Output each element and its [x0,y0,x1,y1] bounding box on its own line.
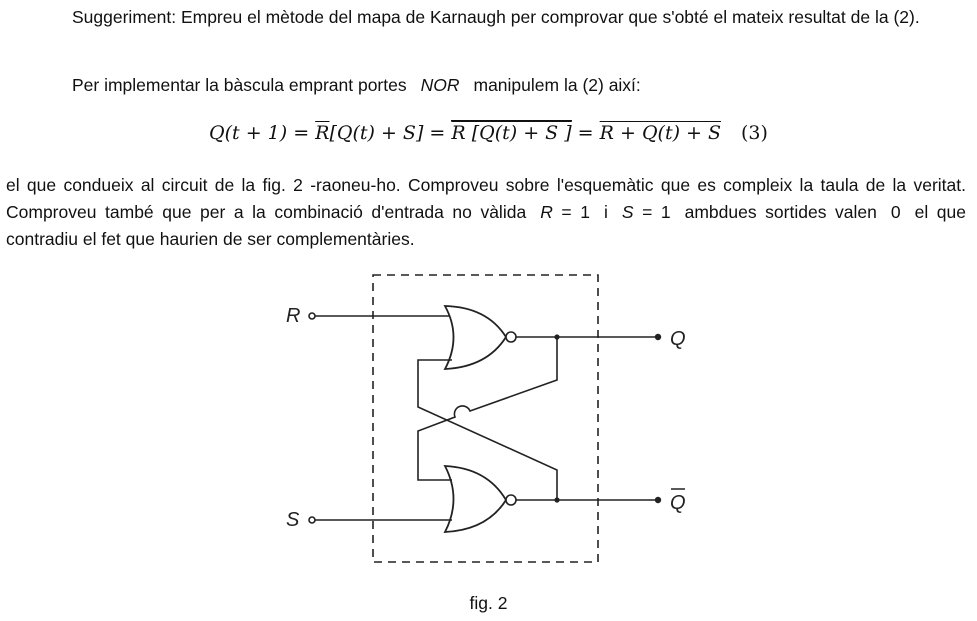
input-r-label: R [286,305,301,327]
equation-q-part: Q(t) + S [641,122,722,144]
output-q-label: Q [670,328,686,350]
input-s-terminal [309,517,315,523]
nor-top-bubble [506,332,516,342]
equation-eq: = [571,122,600,144]
equation-lhs: Q(t + 1) = [209,122,316,144]
eq-one-r: = 1 [561,202,590,222]
equation-double-bar [451,120,571,144]
analysis-paragraph [6,172,966,253]
value-zero: 0 [890,202,901,222]
nor-bottom-bubble [506,495,516,505]
eq-one-s: = 1 [642,202,671,222]
equation-mid: [Q(t) + S] = [329,122,452,144]
equation-r-plus: R + [599,122,642,144]
nor-gate-bottom [445,466,506,532]
output-qbar-label: Q [670,492,686,514]
input-r-terminal [309,313,315,319]
nor-term: NOR [420,75,460,95]
conj-i: i [603,202,608,222]
analysis-text-2: ambdues sortides valen [684,202,877,222]
analysis-text-3: el que contradiu el fet que haurien de ser complementàries. [6,202,966,249]
equation-label: (3) [741,122,768,144]
input-s-label: S [286,509,300,531]
nor-gate-top [445,306,506,369]
figure-caption: fig. 2 [469,593,508,613]
suggestion-paragraph [6,4,966,31]
var-r: R [540,202,553,222]
equation-nor-form [600,122,721,144]
analysis-text: el que condueix al circuit de la fig. 2 -raoneu-ho. Comproveu sobre l'esquemàtic que es compleix la taula de la veritat. Comproveu també que per a la combinació d'entrada no vàlida [6,175,966,222]
suggestion-text: Suggeriment: Empreu el mètode del mapa de Karnaugh per comprovar que s'obté el mateix resultat de la (2). [72,7,920,27]
nor-intro-text-end: manipulem la (2) així: [473,75,641,95]
output-q-terminal [655,334,661,340]
wire-feedback-q [418,337,557,480]
equation-inner: R [Q(t) + S ] [451,122,572,144]
nor-intro-text: Per implementar la bàscula emprant portes [72,75,407,95]
equation-r-bar: $\overline{R}$ [315,122,330,144]
output-qbar-terminal [655,497,661,503]
var-s: S [621,202,634,222]
nor-intro-paragraph [6,72,966,99]
nor-latch-circuit-diagram [260,262,720,580]
equation-3 [0,122,977,144]
